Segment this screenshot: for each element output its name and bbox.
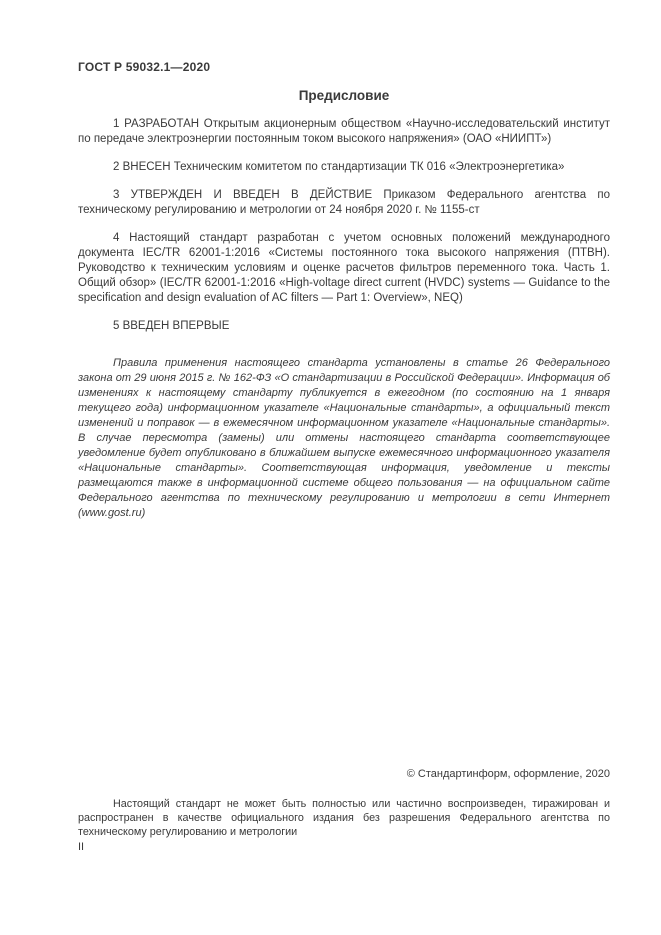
foreword-item-1: 1 РАЗРАБОТАН Открытым акционерным обществом «Научно-исследовательский институт по передаче электроэнергии постоянным током высокого напряжения» (ОАО «НИИПТ»): [78, 118, 610, 145]
foreword-item-2: 2 ВНЕСЕН Техническим комитетом по стандартизации ТК 016 «Электроэнергетика»: [113, 161, 565, 173]
document-designation: ГОСТ Р 59032.1—2020: [78, 60, 211, 74]
copyright-notice: © Стандартинформ, оформление, 2020: [406, 768, 610, 780]
reproduction-restriction-notice: Настоящий стандарт не может быть полностью или частично воспроизведен, тиражирован и распространен в качестве официального издания без разрешения Федерального агентства по техническому регулированию и метрологии: [78, 798, 610, 838]
legal-notice: Правила применения настоящего стандарта установлены в статье 26 Федерального закона от 29 июня 2015 г. № 162-ФЗ «О стандартизации в Российской Федерации». Информация об изменениях к настоящему стандарту публикуется в ежегодном (по состоянию на 1 января текущего года) информационном указателе «Национальные стандарты», а официальный текст изменений и поправок — в ежемесячном информационном указателе «Национальные стандарты». В случае пересмотра (замены) или отмены настоящего стандарта соответствующее уведомление будет опубликовано в ближайшем выпуске ежемесячного информационного указателя «Национальные стандарты». Соответствующая информация, уведомление и тексты размещаются также в информационной системе общего пользования — на официальном сайте Федерального агентства по техническому регулированию и метрологии в сети Интернет (www.gost.ru): [78, 357, 610, 519]
foreword-item-3: 3 УТВЕРЖДЕН И ВВЕДЕН В ДЕЙСТВИЕ Приказом Федерального агентства по техническому регулированию и метрологии от 24 ноября 2020 г. № 1155-ст: [78, 189, 610, 216]
foreword-section: [78, 117, 610, 347]
page-number: II: [78, 841, 85, 853]
foreword-item-4: 4 Настоящий стандарт разработан с учетом основных положений международного документа IEC/TR 62001-1:2016 «Системы постоянного тока высокого напряжения (ПТВН). Руководство к техническим условиям и оценке расчетов фильтров переменного тока. Часть 1. Общий обзор» (IEC/TR 62001-1:2016 «High-voltage direct current (HVDC) systems — Guidance to the specification and design evaluation of AC filters — Part 1: Overview», NEQ): [78, 232, 610, 304]
page-title: Предисловие: [298, 88, 390, 103]
foreword-item-5: 5 ВВЕДЕН ВПЕРВЫЕ: [113, 320, 230, 332]
